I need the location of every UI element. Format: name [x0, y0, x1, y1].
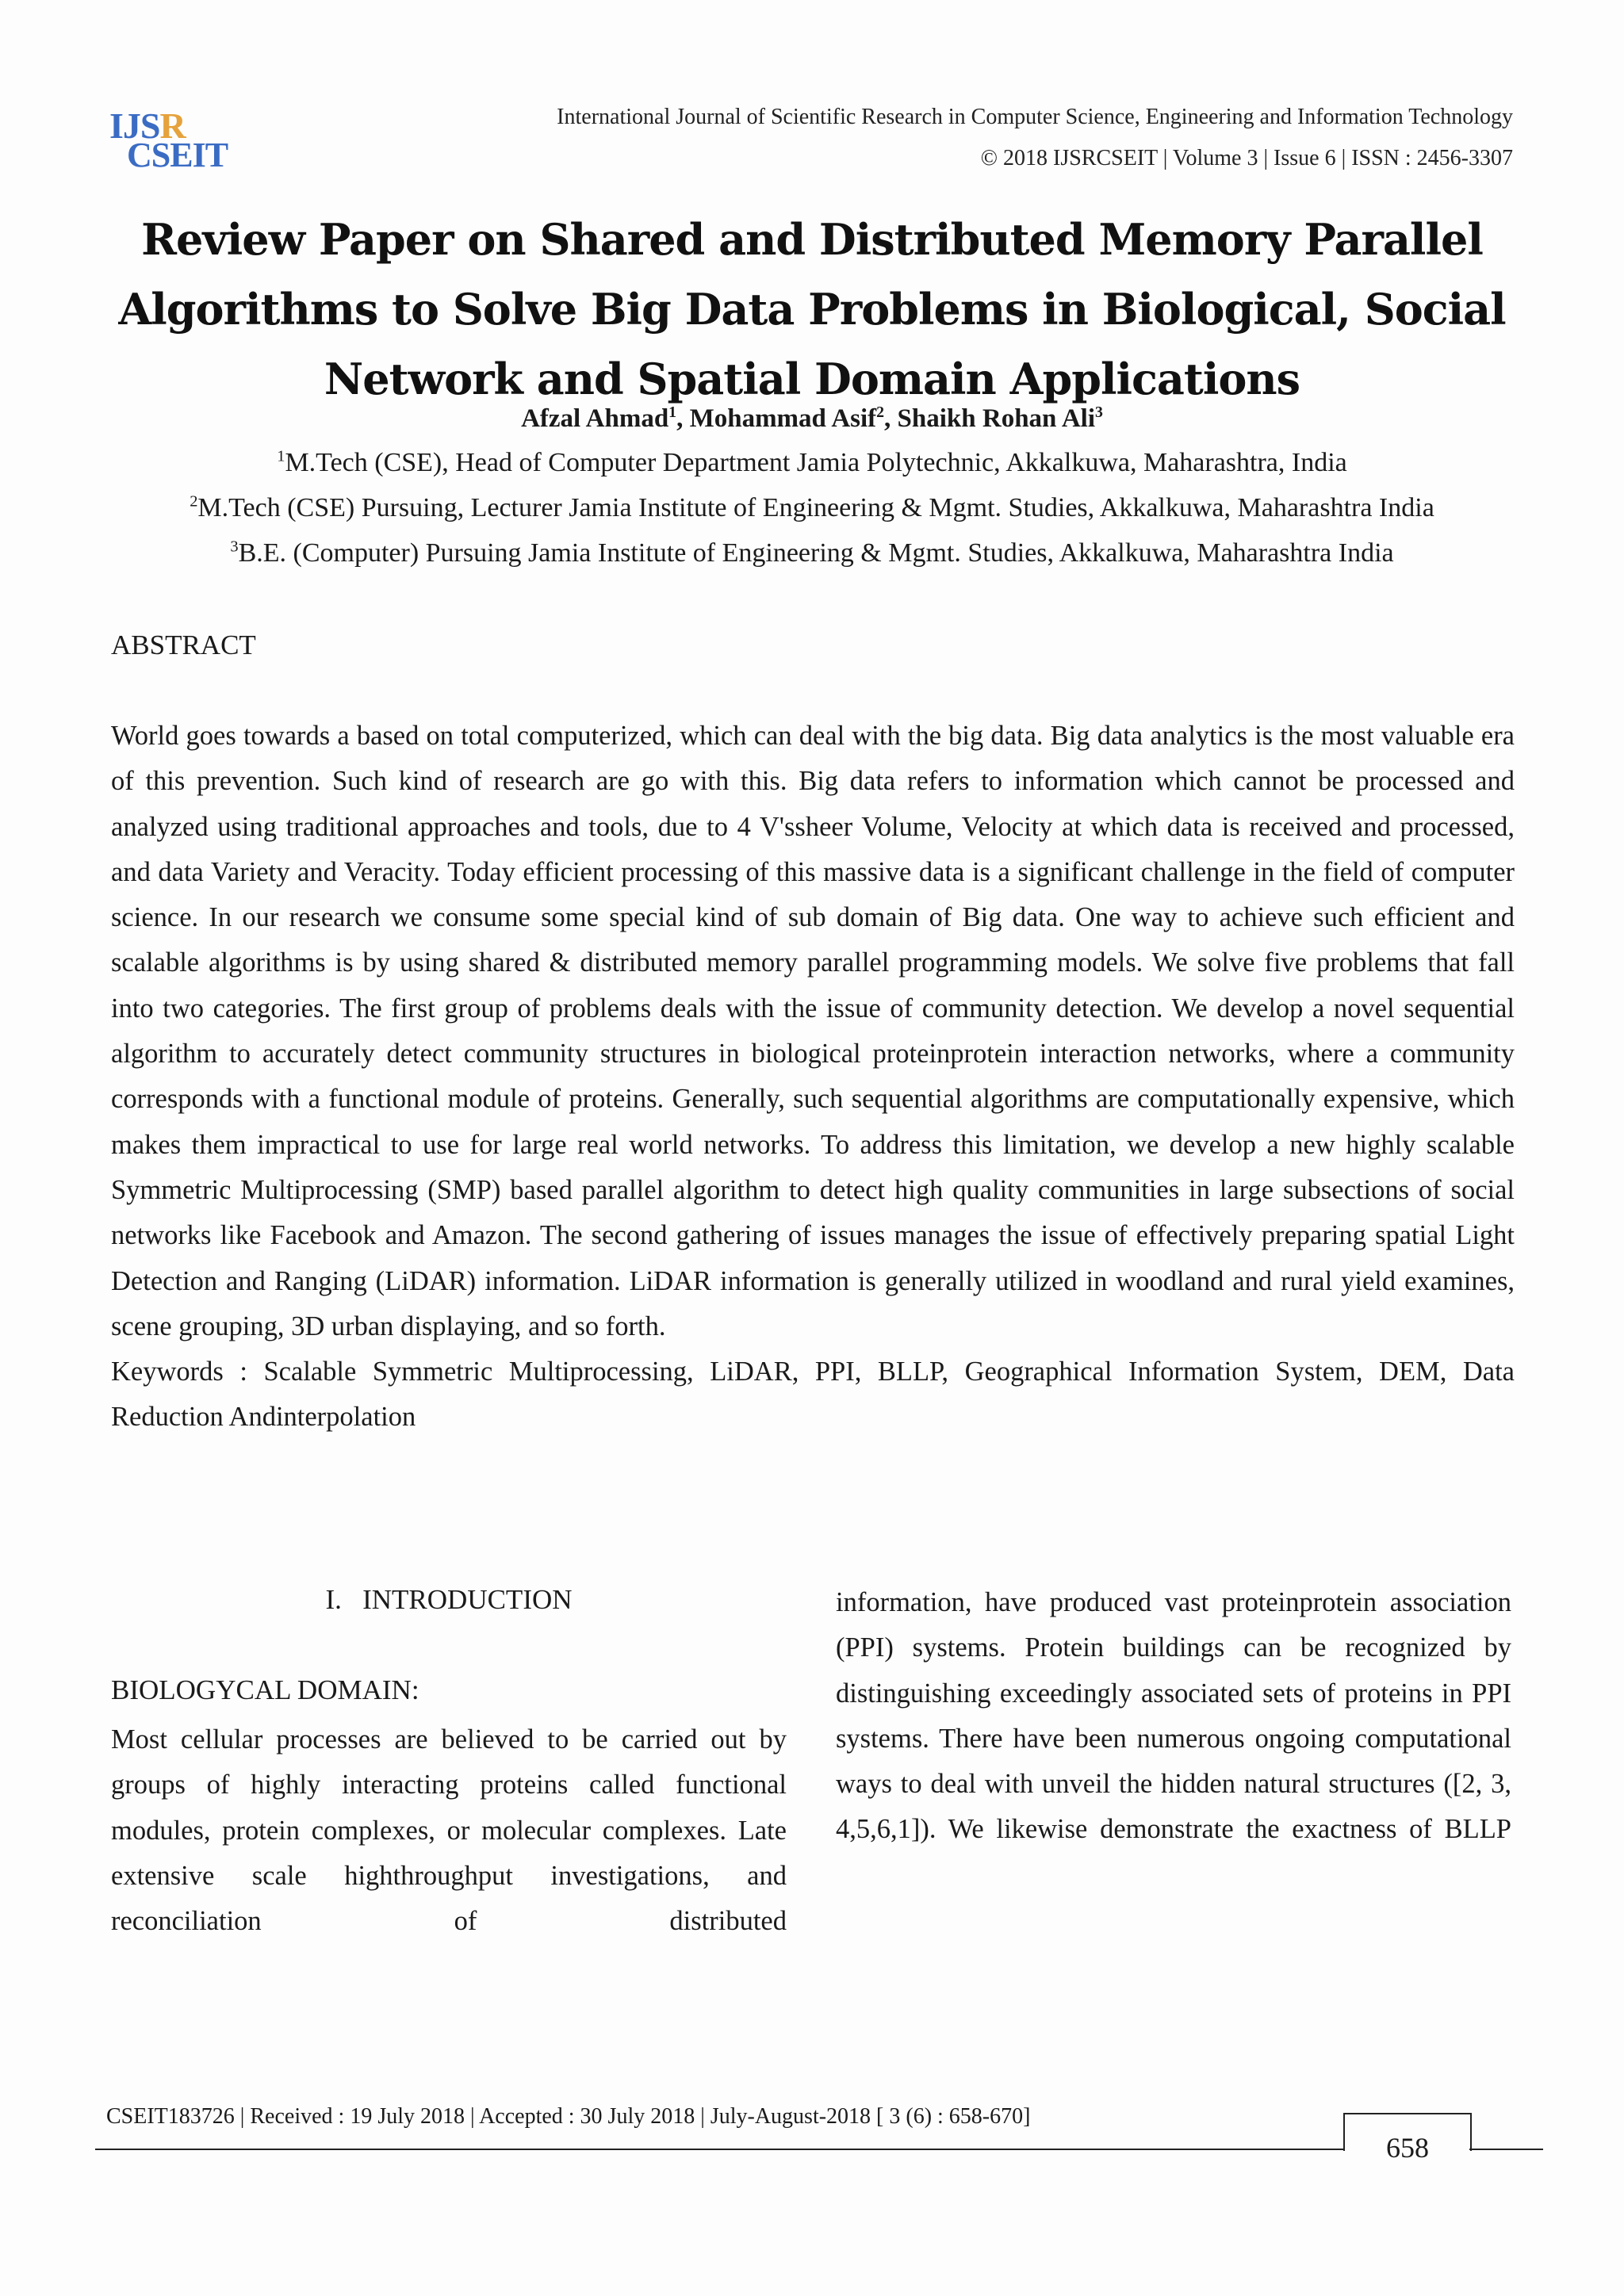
- affiliation-2: $^2$M.Tech (CSE) Pursuing, Lecturer Jamia Institute of Engineering & Mgmt. Studies, Akkalkuwa, Maharashtra India: [190, 492, 1434, 522]
- affiliation-1: $^1$M.Tech (CSE), Head of Computer Department Jamia Polytechnic, Akkalkuwa, Maharashtra, India: [277, 447, 1347, 477]
- section-title: INTRODUCTION: [362, 1584, 573, 1615]
- abstract-heading: ABSTRACT: [111, 629, 256, 660]
- paper-title: [111, 205, 1513, 414]
- author-sup: 3: [1095, 404, 1103, 421]
- author-sep: ,: [884, 404, 898, 433]
- title-line: Algorithms to Solve Big Data Problems in Biological, Social: [118, 284, 1506, 335]
- author-sep: ,: [676, 404, 690, 433]
- author-name: Shaikh Rohan Ali: [897, 404, 1096, 433]
- logo-text-cseit: CSEIT: [127, 136, 228, 174]
- journal-logo: [109, 105, 236, 176]
- author-name: Afzal Ahmad: [521, 404, 669, 433]
- intro-left-text: Most cellular processes are believed to be carried out by groups of highly interacting proteins called functional modules, protein complexes, or molecular complexes. Late extensive scale highthroughput investigations, and reconciliation of distributed: [111, 1724, 787, 1937]
- abstract-paragraph: World goes towards a based on total computerized, which can deal with the big data. Big data analytics is the most valuable era of this prevention. Such kind of research are go with this. Big data refers to information which cannot be processed and analyzed using traditional approaches and tools, due to 4 V'ssheer Volume, Velocity at which data is received and processed, and data Variety and Veracity. Today efficient processing of this massive data is a significant challenge in the field of computer science. In our research we consume some special kind of sub domain of Big data. One way to achieve such efficient and scalable algorithms is by using shared & distributed memory parallel programming models. We solve five problems that fall into two categories. The first group of problems deals with the issue of community detection. We develop a novel sequential algorithm to accurately detect community structures in biological proteinprotein interaction networks, where a community corresponds with a functional module of proteins. Generally, such sequential algorithms are computationally expensive, which makes them impractical to use for large real world networks. To address this limitation, we develop a new highly scalable Symmetric Multiprocessing (SMP) based parallel algorithm to detect high quality communities in large subsections of social networks like Facebook and Amazon. The second gathering of issues manages the issue of effectively preparing spatial Light Detection and Ranging (LiDAR) information. LiDAR information is generally utilized in woodland and rural yield examines, scene grouping, 3D urban displaying, and so forth.: [111, 721, 1515, 1341]
- section-number: I.: [325, 1584, 342, 1615]
- logo-text-r: R: [159, 105, 186, 146]
- journal-meta: © 2018 IJSRCSEIT | Volume 3 | Issue 6 | ISSN : 2456-3307: [980, 146, 1513, 170]
- author-list: [111, 404, 1513, 434]
- footer-rule: [95, 2149, 1344, 2150]
- author-name: Mohammad Asif: [689, 404, 877, 433]
- author-sup: 1: [668, 404, 677, 421]
- journal-name: International Journal of Scientific Research in Computer Science, Engineering and Information Technology: [557, 105, 1513, 129]
- abstract-body: [111, 714, 1515, 1441]
- page-number: 658: [1386, 2132, 1429, 2164]
- footer-citation: CSEIT183726 | Received : 19 July 2018 | Accepted : 30 July 2018 | July-August-2018 [ 3 (6) : 658-670]: [106, 2104, 1031, 2129]
- footer-rule-right: [1469, 2149, 1543, 2150]
- journal-header: [557, 97, 1513, 179]
- logo-text-ijs: IJS: [109, 105, 160, 146]
- title-line: Review Paper on Shared and Distributed Memory Parallel: [141, 214, 1483, 265]
- author-sup: 2: [876, 404, 885, 421]
- affiliation-3: $^3$B.E. (Computer) Pursuing Jamia Institute of Engineering & Mgmt. Studies, Akkalkuwa, Maharashtra India: [230, 538, 1394, 568]
- section-heading-introduction: [111, 1584, 787, 1616]
- intro-right-text: information, have produced vast proteinprotein association (PPI) systems. Protein buildings can be recognized by distinguishing exceedingly associated sets of proteins in PPI systems. There have been numerous ongoing computational ways to deal with unveil the hidden natural structures ([2, 3, 4,5,6,1]). We likewise demonstrate the exactness of BLLP: [836, 1587, 1511, 1845]
- subsection-heading: BIOLOGYCAL DOMAIN:: [111, 1674, 419, 1705]
- title-line: Network and Spatial Domain Applications: [324, 354, 1300, 404]
- abstract-keywords: Keywords : Scalable Symmetric Multiprocessing, LiDAR, PPI, BLLP, Geographical Information System, DEM, Data Reduction Andinterpolation: [111, 1357, 1515, 1433]
